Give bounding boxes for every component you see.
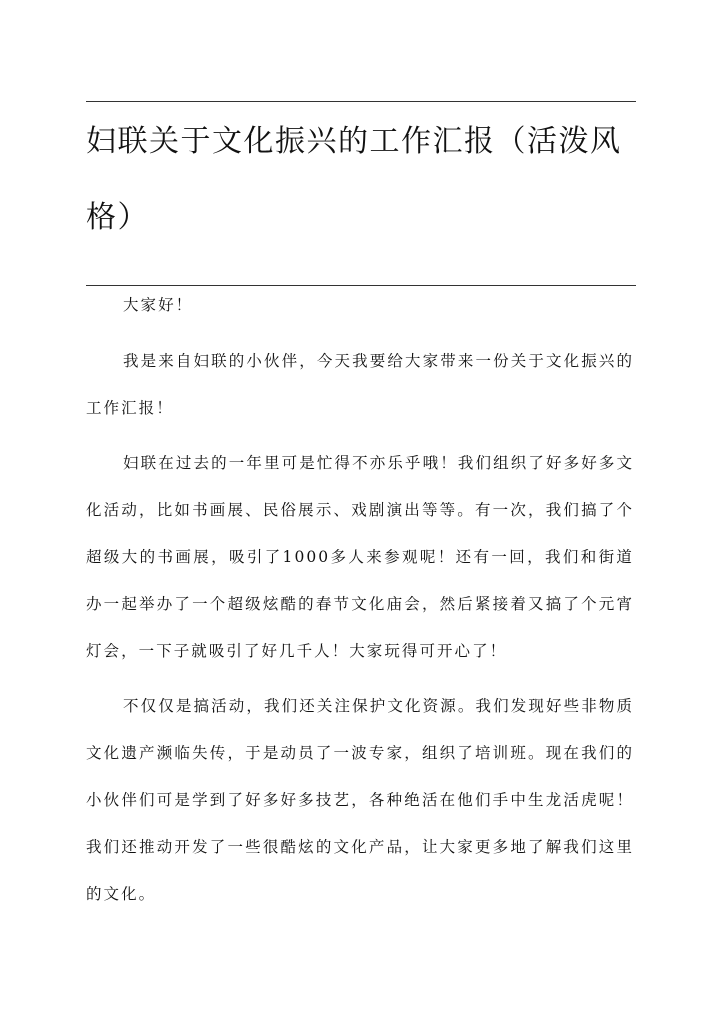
paragraph-intro: 我是来自妇联的小伙伴，今天我要给大家带来一份关于文化振兴的工作汇报！ bbox=[86, 351, 634, 417]
paragraph-heritage: 不仅仅是搞活动，我们还关注保护文化资源。我们发现好些非物质文化遗产濒临失传，于是动员了一波专家，组织了培训班。现在我们的小伙伴们可是学到了好多好多技艺，各种绝活在他们手中生龙活虎呢！我们还推动开发了一些很酷炫的文化产品，让大家更多地了解我们这里的文化。 bbox=[86, 697, 634, 903]
title-top-rule bbox=[86, 101, 636, 102]
document-body bbox=[86, 282, 634, 926]
paragraph-greeting: 大家好！ bbox=[123, 296, 194, 314]
paragraph-activities: 妇联在过去的一年里可是忙得不亦乐乎哦！我们组织了好多好多文化活动，比如书画展、民俗展示、戏剧演出等等。有一次，我们搞了个超级大的书画展，吸引了1000多人来参观呢！还有一回，我们和街道办一起举办了一个超级炫酷的春节文化庙会，然后紧接着又搞了个元宵灯会，一下子就吸引了好几千人！大家玩得可开心了！ bbox=[86, 454, 634, 660]
document-title: 妇联关于文化振兴的工作汇报（活泼风格） bbox=[86, 124, 622, 235]
